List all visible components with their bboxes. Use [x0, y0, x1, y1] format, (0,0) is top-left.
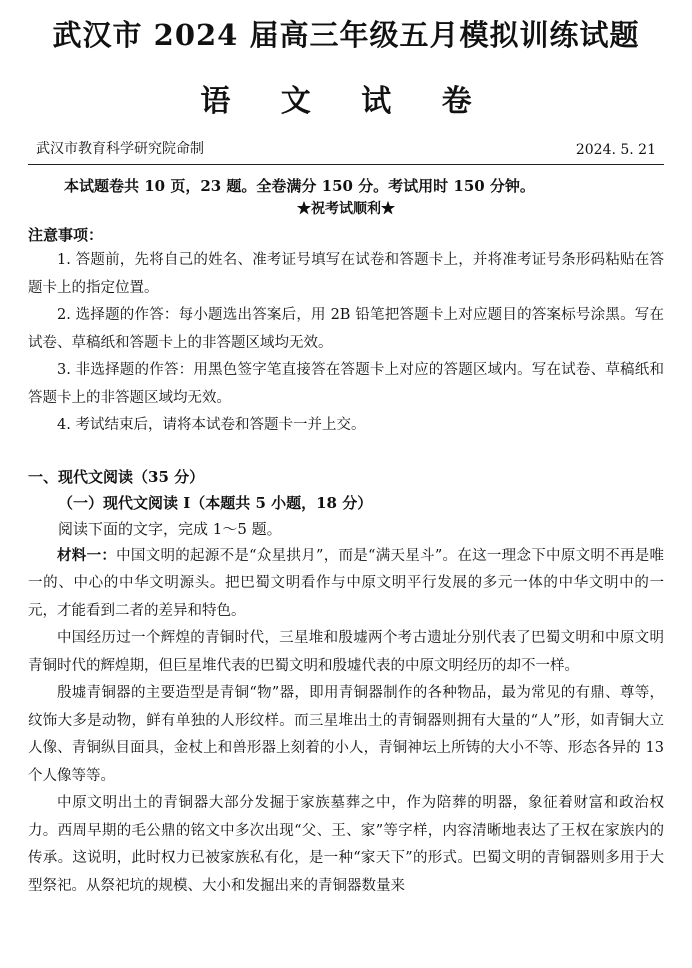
material-paragraph: 殷墟青铜器的主要造型是青铜“物”器，即用青铜器制作的各种物品，最为常见的有鼎、尊等，纹饰大多是动物，鲜有单独的人形纹样。而三星堆出土的青铜器则拥有大量的“人”形，如青铜大立人像、青铜纵目面具，金杖上和兽形器上刻着的小人，青铜神坛上所铸的大小不等、形态各异的 13 个人像等等。	[28, 685, 664, 784]
issuer-text: 武汉市教育科学研究院命制	[36, 141, 204, 157]
exam-date: 2024. 5. 21	[575, 142, 656, 158]
notice-title: 注意事项：	[28, 226, 104, 244]
material-paragraph	[28, 542, 664, 626]
material-text: 中国文明的起源不是“众星拱月”，而是“满天星斗”。在这一理念下中原文明不再是唯一的、中心的中华文明源头。把巴蜀文明看作与中原文明平行发展的多元一体的中华文明中的一元，才能看到二者的差异和特色。	[28, 547, 665, 619]
exam-intro: 本试题卷共 10 页，23 题。全卷满分 150 分。考试用时 150 分钟。	[64, 177, 535, 195]
subject-title: 语 文 试 卷	[200, 84, 492, 119]
material-paragraph: 中国经历过一个辉煌的青铜时代，三星堆和殷墟两个考古遗址分别代表了巴蜀文明和中原文明青铜时代的辉煌期，但巨星堆代表的巴蜀文明和殷墟代表的中原文明经历的却不一样。	[28, 630, 664, 674]
material-paragraph: 中原文明出土的青铜器大部分发掘于家族墓葬之中，作为陪葬的明器，象征着财富和政治权力。西周早期的毛公鼎的铭文中多次出现“父、王、家”等字样，内容清晰地表达了王权在家族内的传承。这说明，此时权力已被家族私有化，是一种“家天下”的形式。巴蜀文明的青铜器则多用于大型祭祀。从祭祀坑的规模、大小和发掘出来的青铜器数量来	[28, 795, 664, 894]
material-label: 材料一：	[57, 546, 117, 564]
section-title: 一、现代文阅读（35 分）	[28, 467, 205, 486]
notice-item: 3. 非选择题的作答：用黑色签字笔直接答在答题卡上对应的答题区域内。写在试卷、草稿纸和答题卡上的非答题区域均无效。	[28, 362, 664, 406]
notice-item: 1. 答题前，先将自己的姓名、准考证号填写在试卷和答题卡上，并将准考证号条形码粘贴在答题卡上的指定位置。	[28, 252, 664, 296]
notice-item: 4. 考试结束后，请将本试卷和答题卡一并上交。	[57, 417, 366, 433]
notice-item: 2. 选择题的作答：每小题选出答案后，用 2B 铅笔把答题卡上对应题目的答案标号涂黑。写在试卷、草稿纸和答题卡上的非答题区域均无效。	[28, 307, 664, 351]
good-luck-text: ★祝考试顺利★	[297, 201, 395, 217]
exam-title: 武汉市 2024 届高三年级五月模拟训练试题	[52, 18, 640, 52]
meta-row	[28, 138, 664, 165]
reading-instruction: 阅读下面的文字，完成 1～5 题。	[58, 519, 282, 538]
subsection-title: （一）现代文阅读 I（本题共 5 小题，18 分）	[58, 493, 373, 512]
